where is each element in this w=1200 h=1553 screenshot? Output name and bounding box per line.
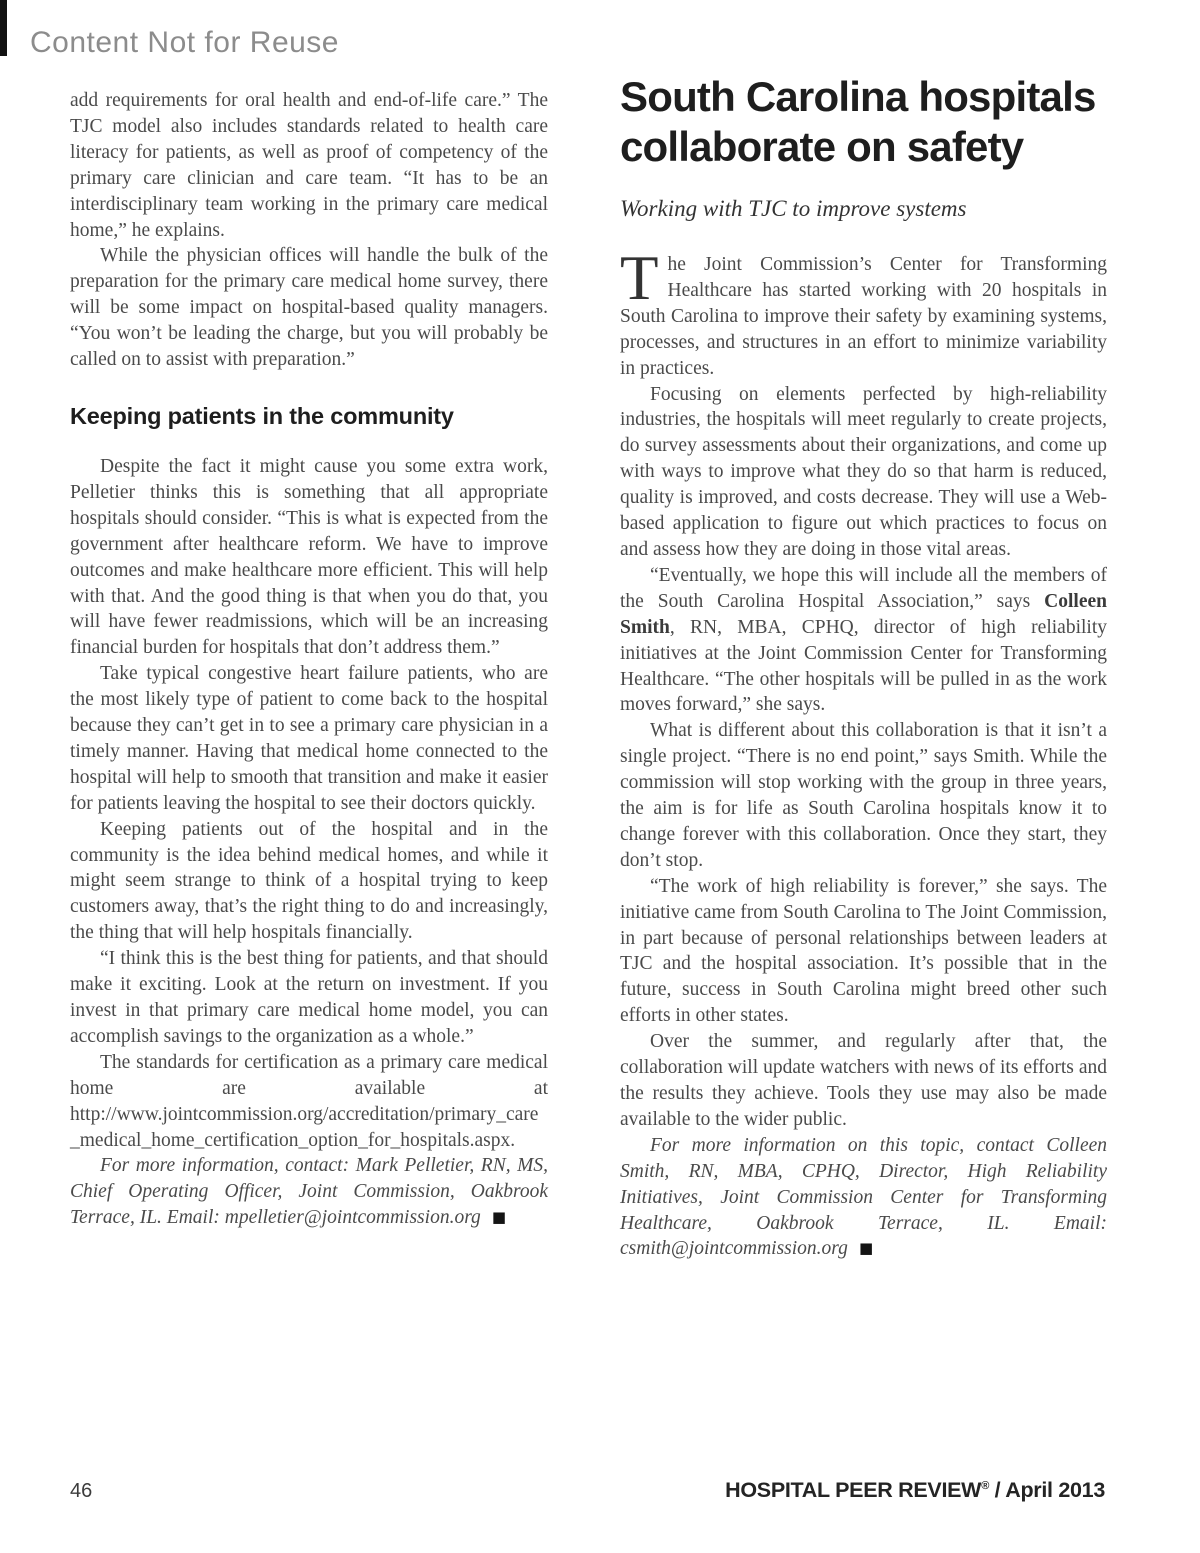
paragraph: Keeping patients out of the hospital and in the community is the idea behind medical homes, and while it might seem strange to think of a hospital trying to keep customers away, that’s the right thing to do and increasingly, the thing that will help hospitals financially. <box>70 818 548 944</box>
footer-publication <box>725 1478 1105 1503</box>
paragraph: “I think this is the best thing for patients, and that should make it exciting. Look at the return on investment. If you invest in that primary care medical home model, you can accomplish savings to the organization as a whole.” <box>70 948 548 1047</box>
paragraph: For more information, contact: Mark Pelletier, RN, MS, Chief Operating Officer, Joint Commission, Oakbrook Terrace, IL. Email: mpelletier@jointcommission.org ■ <box>70 1155 548 1229</box>
drop-cap: T <box>620 243 659 313</box>
end-of-article-marker: ■ <box>858 1239 874 1258</box>
paragraph: Focusing on elements perfected by high-reliability industries, the hospitals will meet regularly to create projects, do survey assessments about their organizations, and come up with ways to improve what they do so that harm is reduced, quality is improved, and costs decrease. They will use a Web-based application to figure out which practices to focus on and assess how they are doing in those vital areas. <box>620 383 1107 560</box>
paragraph: “The work of high reliability is forever,” she says. The initiative came from South Carolina to The Joint Commission, in part because of personal relationships between leaders at TJC and the hospital association. It’s possible that in the future, success in South Carolina might breed other such efforts in other states. <box>620 875 1107 1027</box>
right-column <box>620 72 1107 1263</box>
footer-brand: HOSPITAL PEER REVIEW <box>725 1478 982 1502</box>
left-column <box>70 88 548 1232</box>
paragraph: For more information on this topic, contact Colleen Smith, RN, MBA, CPHQ, Director, High Reliability Initiatives, Joint Commission Center for Transforming Healthcare, Oakbrook Terrace, IL. Email: csmith@jointcommission.org ■ <box>620 1134 1107 1260</box>
paragraph: “Eventually, we hope this will include all the members of the South Carolina Hospital Association,” says Colleen Smith, RN, MBA, CPHQ, director of high reliability initiatives at the Joint Commission Center for Transforming Healthcare. “The other hospitals will be pulled in as the work moves forward,” she says. <box>620 564 1107 716</box>
section-heading: Keeping patients in the community <box>70 402 454 429</box>
paragraph: Despite the fact it might cause you some extra work, Pelletier thinks this is something that all appropriate hospitals should consider. “This is what is expected from the government after healthcare reform. We have to improve outcomes and make healthcare more efficient. This will help with that. And the good thing is that when you do that, you will have fewer readmissions, which will be an increasing financial burden for hospitals that don’t address them.” <box>70 455 548 659</box>
paragraph: The Joint Commission’s Center for Transforming Healthcare has started working with 20 hospitals in South Carolina to improve their safety by examining systems, processes, and structures in an effort to minimize variability in practices. <box>620 243 1107 379</box>
paragraph: What is different about this collaboration is that it isn’t a single project. “There is no end point,” says Smith. While the commission will stop working with the group in three years, the aim is for life as South Carolina hospitals know it to change forever with this collaboration. Once they start, they don’t stop. <box>620 720 1107 871</box>
watermark: Content Not for Reuse <box>30 26 339 59</box>
article-headline: South Carolina hospitals collaborate on safety <box>620 73 1096 170</box>
page-number: 46 <box>70 1480 93 1502</box>
paragraph: add requirements for oral health and end-of-life care.” The TJC model also includes standards related to health care literacy for patients, as well as proof of competency of the primary care clinician and care team. “It has to be an interdisciplinary team working in the primary care medical home,” he explains. <box>70 90 548 241</box>
registered-mark: ® <box>981 1479 989 1492</box>
paragraph: Over the summer, and regularly after that, the collaboration will update watchers with news of its efforts and the results they achieve. Tools they use may also be made available to the wider public. <box>620 1031 1107 1130</box>
page-footer <box>70 1478 1105 1503</box>
paragraph: The standards for certification as a primary care medical home are available at http://www.jointcommission.org/accreditation/primary_care_medical_home_certification_option_for_hospitals.aspx. <box>70 1051 548 1151</box>
end-of-article-marker: ■ <box>491 1208 506 1227</box>
scan-corner-mark <box>0 0 7 56</box>
footer-issue: / April 2013 <box>989 1478 1105 1502</box>
right-column-body <box>620 243 1107 1263</box>
paragraph: While the physician offices will handle the bulk of the preparation for the primary care medical home survey, there will be some impact on hospital-based quality managers. “You won’t be leading the charge, but you will probably be called on to assist with preparation.” <box>70 245 548 371</box>
paragraph: Take typical congestive heart failure patients, who are the most likely type of patient to come back to the hospital because they can’t get in to see a primary care physician in a timely manner. Having that medical home connected to the hospital will help to smooth that transition and make it easier for patients leaving the hospital to see their doctors quickly. <box>70 663 548 814</box>
article-deck: Working with TJC to improve systems <box>620 196 967 221</box>
